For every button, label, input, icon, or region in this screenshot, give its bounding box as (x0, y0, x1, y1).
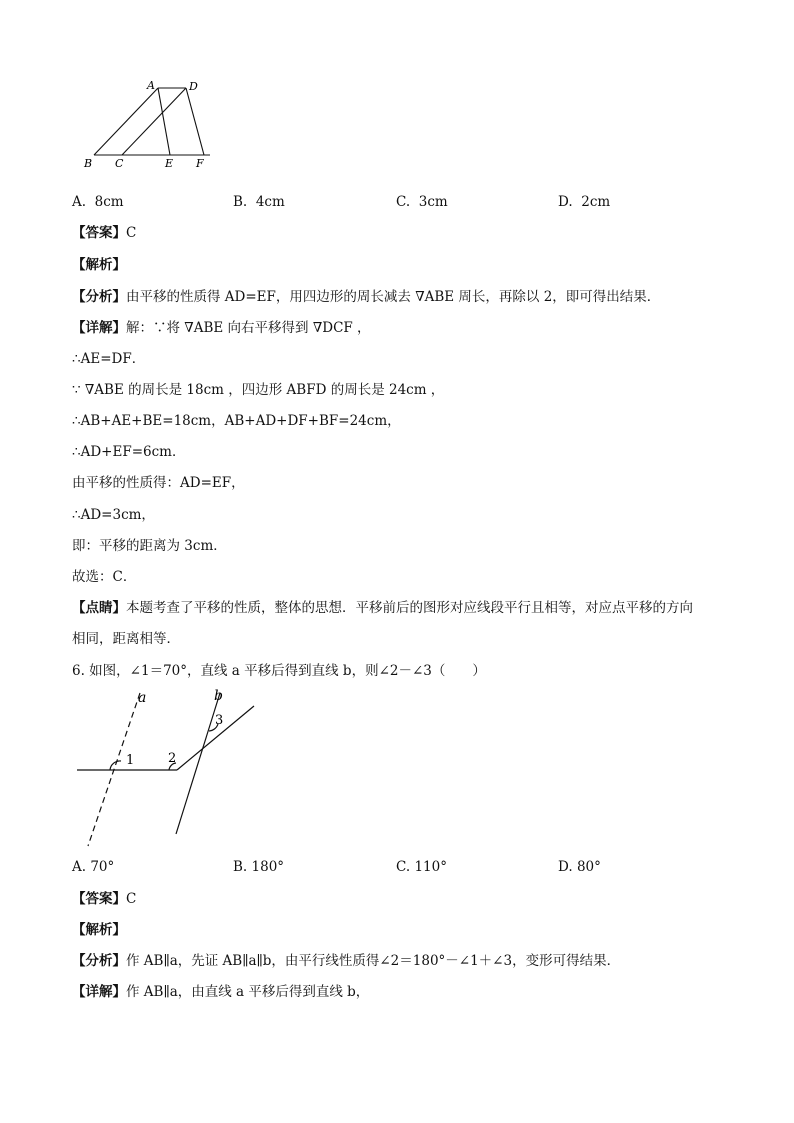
q5-step-1: ∴AE=DF． (72, 351, 146, 367)
label-angle-3: 3 (215, 713, 224, 728)
q5-step-8: 故选：C． (72, 569, 137, 585)
q6-answer: 【答案】C (72, 891, 137, 907)
q5-step-2: ∵ ∇ABE 的周长是 18cm ，四边形 ABFD 的周长是 24cm ， (72, 382, 445, 398)
label-D: D (189, 80, 198, 93)
translation-figure (80, 76, 220, 174)
q5-fenxi: 【分析】由平移的性质得 AD=EF，用四边形的周长减去 ∇ABE 周长，再除以 2，即可得出结果． (72, 289, 661, 305)
label-F: F (196, 157, 204, 170)
option-a[interactable]: A. 8cm (72, 194, 124, 210)
label-E: E (165, 157, 174, 170)
q5-step-7: 即：平移的距离为 3cm． (72, 538, 227, 554)
option-b[interactable]: B. 4cm (233, 194, 285, 210)
label-B: B (84, 157, 93, 170)
q6-option-d[interactable]: D. 80° (558, 859, 601, 875)
parallel-lines-figure (70, 686, 270, 852)
label-angle-1: 1 (126, 753, 135, 768)
q5-step-4: ∴AD+EF=6cm． (72, 444, 186, 460)
q5-step-5: 由平移的性质得：AD=EF， (72, 475, 245, 491)
option-c[interactable]: C. 3cm (396, 194, 448, 210)
q5-dianjing-cont: 相同，距离相等． (72, 631, 180, 647)
q5-xiangjie: 【详解】解：∵将 ∇ABE 向右平移得到 ∇DCF ， (72, 320, 371, 336)
q5-step-3: ∴AB+AE+BE=18cm，AB+AD+DF+BF=24cm， (72, 413, 401, 429)
q6-fenxi: 【分析】作 AB∥a，先证 AB∥a∥b，由平行线性质得∠2＝180°－∠1＋∠3，变形可得结果． (72, 953, 621, 969)
q6-xiangjie: 【详解】作 AB∥a，由直线 a 平移后得到直线 b， (72, 984, 370, 1000)
label-line-a: a (138, 690, 147, 706)
q6-stem: 6. 如图，∠1＝70°，直线 a 平移后得到直线 b，则∠2－∠3（ ） (72, 663, 486, 679)
label-line-b: b (214, 688, 223, 704)
label-C: C (115, 157, 124, 170)
q5-step-6: ∴AD=3cm， (72, 507, 155, 523)
q6-jiexi-heading: 【解析】 (72, 922, 126, 938)
label-angle-2: 2 (168, 751, 177, 766)
q5-answer: 【答案】C (72, 225, 137, 241)
q5-dianjing: 【点睛】本题考查了平移的性质，整体的思想．平移前后的图形对应线段平行且相等，对应点平移的方向 (72, 600, 693, 616)
q6-option-c[interactable]: C. 110° (396, 859, 447, 875)
q6-option-a[interactable]: A. 70° (72, 859, 115, 875)
option-d[interactable]: D. 2cm (558, 194, 611, 210)
q5-jiexi-heading: 【解析】 (72, 257, 126, 273)
label-A: A (147, 79, 155, 92)
q6-option-b[interactable]: B. 180° (233, 859, 285, 875)
